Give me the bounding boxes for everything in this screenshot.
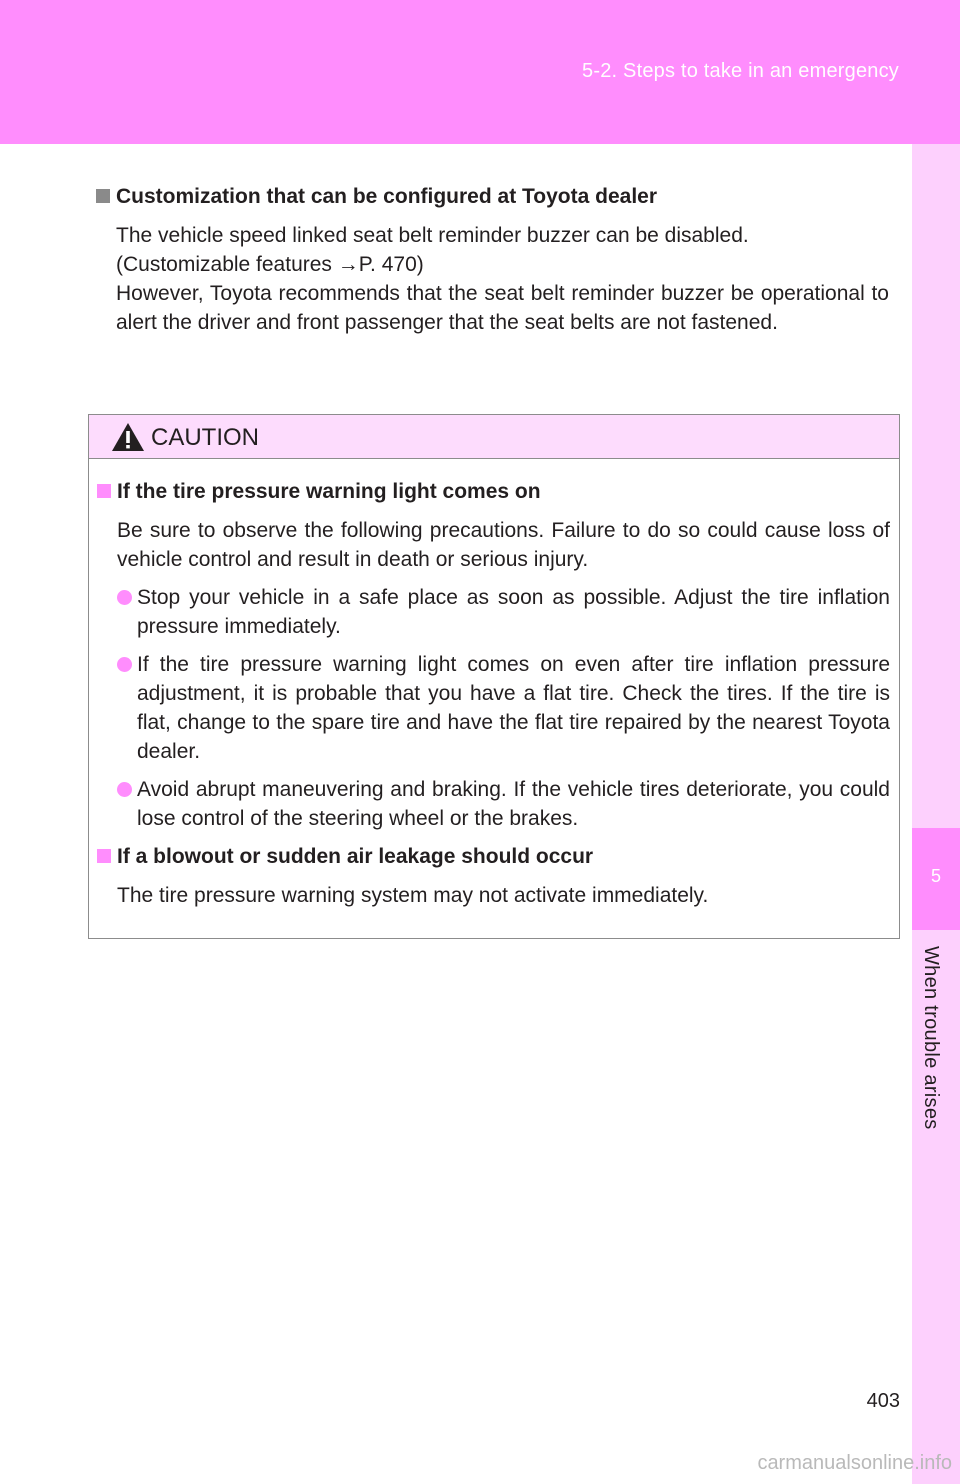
caution-bullet bbox=[137, 775, 890, 833]
chapter-tab[interactable] bbox=[912, 828, 960, 930]
caution-item-text: Be sure to observe the following precautions. Failure to do so could cause loss of vehicle control and result in death or serious injury. bbox=[117, 519, 890, 571]
caution-bullet-text: Stop your vehicle in a safe place as soon as possible. Adjust the tire inflation pressure immediately. bbox=[137, 586, 890, 638]
caution-bullet-text: If the tire pressure warning light comes on even after tire inflation pressure adjustment, it is probable that you have a flat tire. Check the tires. If the tire is flat, change to the spare tire and have the flat tire repaired by the nearest Toyota dealer. bbox=[137, 653, 890, 763]
caution-body bbox=[97, 477, 890, 910]
page-header bbox=[0, 0, 960, 144]
caution-item-text: The tire pressure warning system may not activate immediately. bbox=[117, 884, 709, 907]
caution-item-heading bbox=[97, 842, 890, 872]
section-heading bbox=[96, 182, 889, 212]
section-title: 5-2. Steps to take in an emergency bbox=[582, 60, 899, 82]
caution-box bbox=[88, 414, 900, 939]
warning-triangle-icon bbox=[111, 422, 145, 452]
section-line: (Customizable features →P. 470) bbox=[116, 253, 424, 276]
caution-bullet bbox=[137, 650, 890, 766]
caution-bullet-text: Avoid abrupt maneuvering and braking. If the vehicle tires deteriorate, you could lose control of the steering wheel or the brakes. bbox=[137, 778, 890, 830]
section-line: The vehicle speed linked seat belt reminder buzzer can be disabled. bbox=[116, 224, 749, 247]
square-bullet-icon bbox=[97, 484, 111, 498]
customization-section bbox=[96, 182, 889, 337]
page-number: 403 bbox=[866, 1390, 900, 1412]
caution-item-heading-text: If a blowout or sudden air leakage should occur bbox=[117, 845, 594, 868]
caution-title: CAUTION bbox=[151, 424, 259, 451]
circle-bullet-icon bbox=[117, 782, 132, 797]
side-tab bbox=[912, 144, 960, 1484]
square-bullet-icon bbox=[96, 189, 110, 203]
watermark: carmanualsonline.info bbox=[757, 1452, 952, 1474]
section-heading-text: Customization that can be configured at Toyota dealer bbox=[116, 185, 658, 208]
chapter-label: When trouble arises bbox=[920, 946, 942, 1130]
caution-item-heading-text: If the tire pressure warning light comes on bbox=[117, 480, 541, 503]
caution-item-heading bbox=[97, 477, 890, 507]
section-line: However, Toyota recommends that the seat belt reminder buzzer be operational to alert the driver and front passenger that the seat belts are not fastened. bbox=[116, 282, 889, 334]
section-body bbox=[116, 221, 889, 337]
caution-bullet bbox=[137, 583, 890, 641]
caution-header bbox=[89, 415, 899, 459]
square-bullet-icon bbox=[97, 849, 111, 863]
circle-bullet-icon bbox=[117, 590, 132, 605]
circle-bullet-icon bbox=[117, 657, 132, 672]
chapter-number: 5 bbox=[930, 866, 941, 886]
